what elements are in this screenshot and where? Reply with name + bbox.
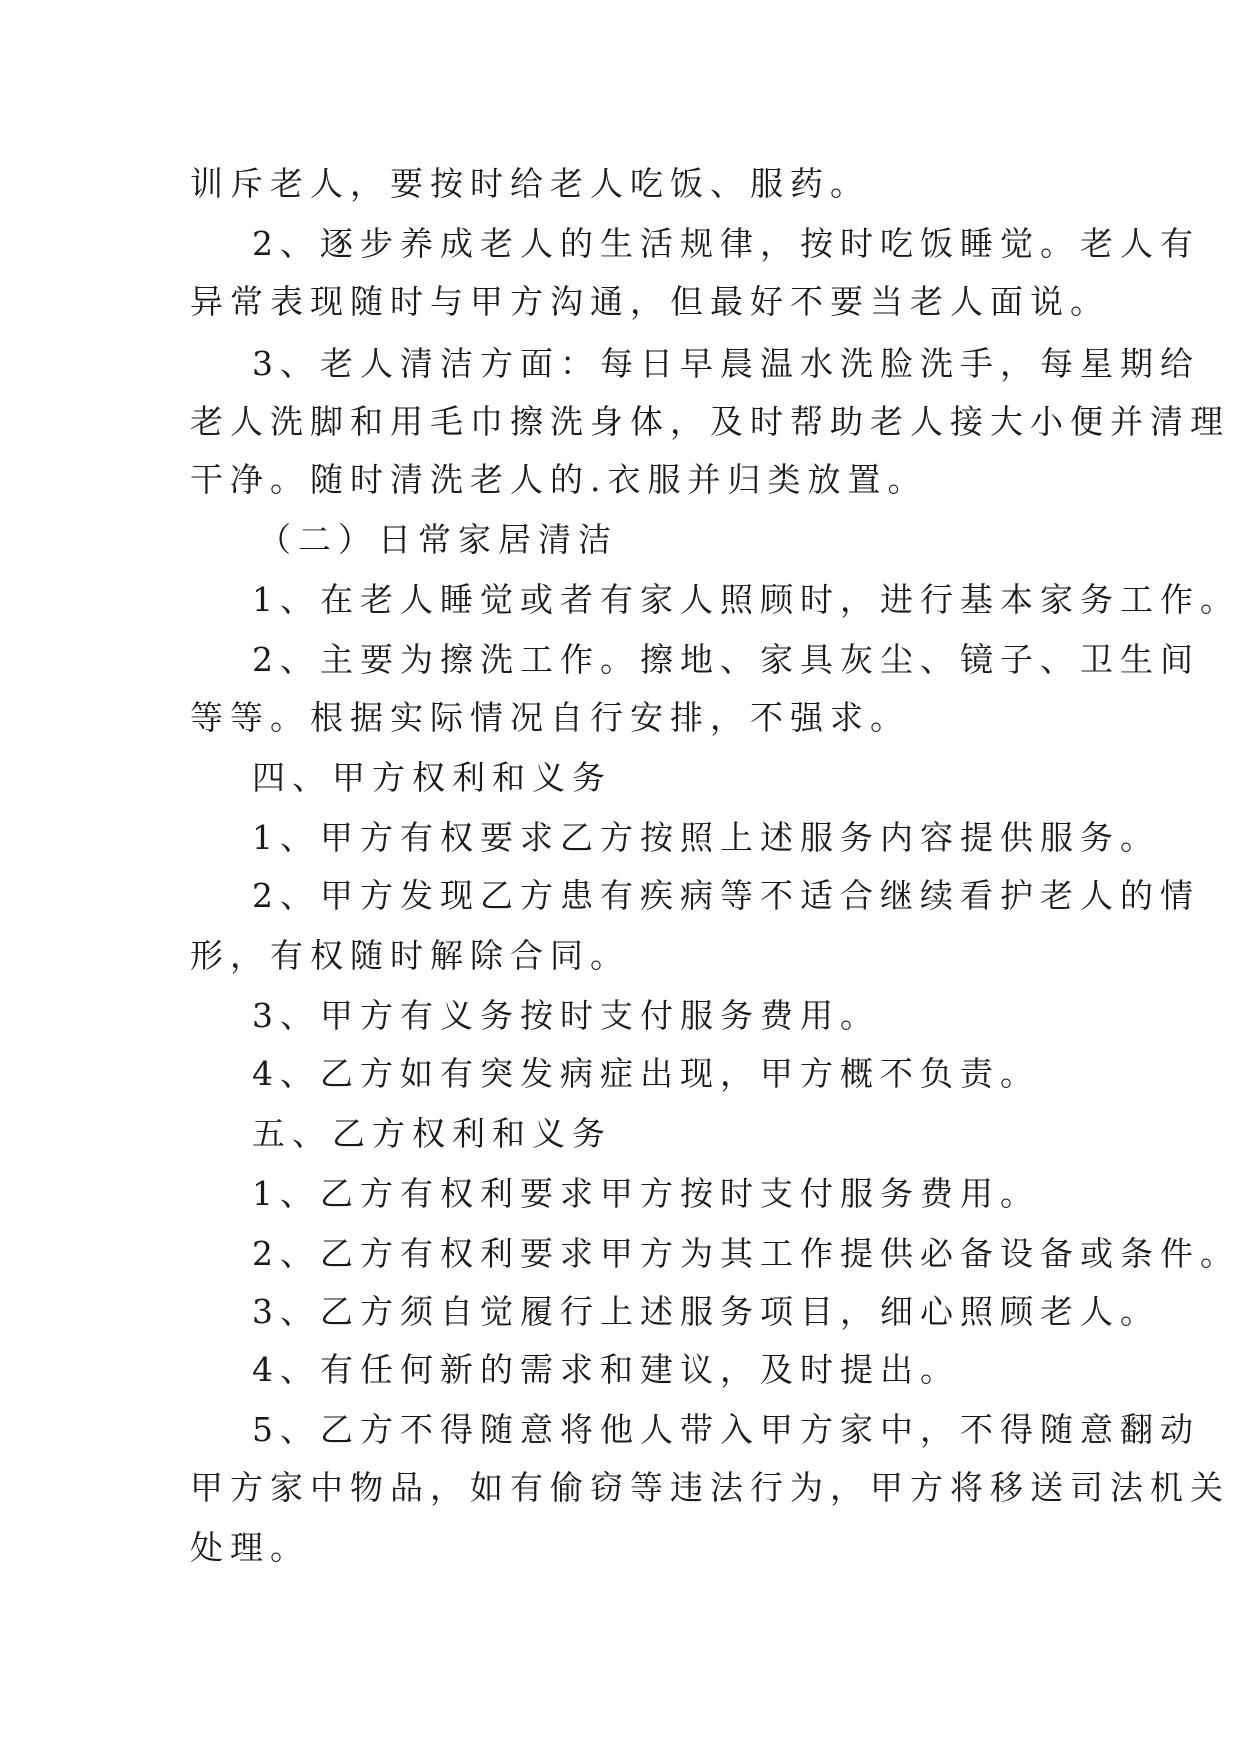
paragraph-line: 处理。 (190, 1528, 310, 1567)
paragraph-line: 训斥老人，要按时给老人吃饭、服药。 (190, 164, 870, 203)
section-heading: 四、甲方权利和义务 (252, 758, 612, 797)
paragraph-line: 老人洗脚和用毛巾擦洗身体，及时帮助老人接大小便并清理 (190, 402, 1230, 441)
paragraph-line: 1、甲方有权要求乙方按照上述服务内容提供服务。 (252, 818, 1160, 857)
paragraph-line: 1、在老人睡觉或者有家人照顾时，进行基本家务工作。 (252, 580, 1240, 619)
paragraph-line: 4、有任何新的需求和建议，及时提出。 (252, 1350, 960, 1389)
paragraph-line: 干净。随时清洗老人的.衣服并归类放置。 (190, 460, 928, 499)
paragraph-line: 2、甲方发现乙方患有疾病等不适合继续看护老人的情 (252, 876, 1200, 915)
paragraph-line: 2、逐步养成老人的生活规律，按时吃饭睡觉。老人有 (252, 224, 1200, 263)
paragraph-line: 4、乙方如有突发病症出现，甲方概不负责。 (252, 1054, 1040, 1093)
paragraph-line: 2、主要为擦洗工作。擦地、家具灰尘、镜子、卫生间 (252, 640, 1200, 679)
paragraph-line: 3、老人清洁方面：每日早晨温水洗脸洗手，每星期给 (252, 344, 1200, 383)
section-heading: （二）日常家居清洁 (258, 520, 618, 559)
paragraph-line: 5、乙方不得随意将他人带入甲方家中，不得随意翻动 (252, 1410, 1200, 1449)
paragraph-line: 3、乙方须自觉履行上述服务项目，细心照顾老人。 (252, 1292, 1160, 1331)
paragraph-line: 2、乙方有权利要求甲方为其工作提供必备设备或条件。 (252, 1234, 1240, 1273)
paragraph-line: 3、甲方有义务按时支付服务费用。 (252, 996, 880, 1035)
paragraph-line: 甲方家中物品，如有偷窃等违法行为，甲方将移送司法机关 (190, 1468, 1230, 1507)
section-heading: 五、乙方权利和义务 (252, 1114, 612, 1153)
paragraph-line: 1、乙方有权利要求甲方按时支付服务费用。 (252, 1174, 1040, 1213)
paragraph-line: 形，有权随时解除合同。 (190, 936, 630, 975)
paragraph-line: 等等。根据实际情况自行安排，不强求。 (190, 698, 910, 737)
paragraph-line: 异常表现随时与甲方沟通，但最好不要当老人面说。 (190, 282, 1110, 321)
